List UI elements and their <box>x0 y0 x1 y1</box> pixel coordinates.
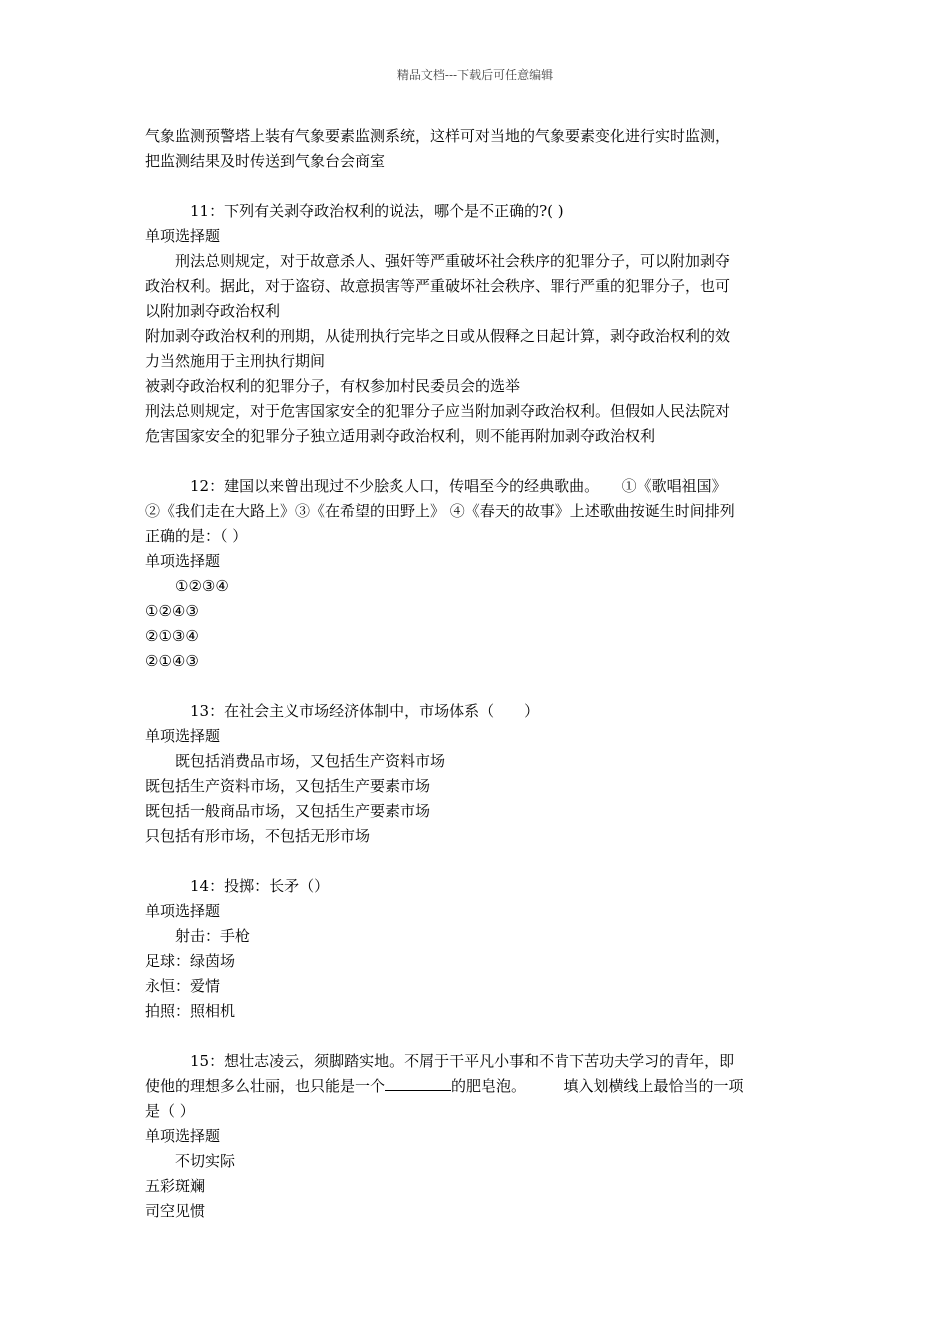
question-15-stem <box>145 1074 810 1099</box>
question-11-option-d: 刑法总则规定，对于危害国家安全的犯罪分子应当附加剥夺政治权利。但假如人民法院对 <box>145 402 731 420</box>
question-11-option-a: 刑法总则规定，对于故意杀人、强奸等严重破坏社会秩序的犯罪分子，可以附加剥夺 <box>175 252 731 270</box>
question-13-type: 单项选择题 <box>145 727 221 745</box>
question-15-stem-part: 使他的理想多么壮丽，也只能是一个 <box>145 1077 386 1095</box>
question-14-option-d: 拍照：照相机 <box>145 1002 236 1020</box>
question-12-option-b: ①②④③ <box>145 602 199 620</box>
question-11-option-d: 危害国家安全的犯罪分子独立适用剥夺政治权利，则不能再附加剥夺政治权利 <box>145 427 656 445</box>
question-15-option-a: 不切实际 <box>175 1152 236 1170</box>
question-12-stem: ②《我们走在大路上》③《在希望的田野上》 ④《春天的故事》上述歌曲按诞生时间排列 <box>145 502 735 520</box>
question-11-type: 单项选择题 <box>145 227 221 245</box>
question-11-option-b: 力当然施用于主刑执行期间 <box>145 352 326 370</box>
question-15-option-b: 五彩斑斓 <box>145 1177 206 1195</box>
question-12-option-c: ②①③④ <box>145 627 199 645</box>
fill-in-blank <box>385 1074 451 1091</box>
page-header: 精品文档---下载后可任意编辑 <box>396 68 554 82</box>
intro-line: 把监测结果及时传送到气象台会商室 <box>145 152 386 170</box>
question-11-option-a: 以附加剥夺政治权利 <box>145 302 281 320</box>
question-14-option-a: 射击：手枪 <box>175 927 251 945</box>
question-11-option-b: 附加剥夺政治权利的刑期，从徒刑执行完毕之日或从假释之日起计算，剥夺政治权利的效 <box>145 327 731 345</box>
question-12-option-d: ②①④③ <box>145 652 199 670</box>
question-15-option-c: 司空见惯 <box>145 1202 206 1220</box>
question-11-option-c: 被剥夺政治权利的犯罪分子，有权参加村民委员会的选举 <box>145 377 521 395</box>
question-15-stem: 是（ ） <box>145 1102 195 1120</box>
question-14-option-c: 永恒：爱情 <box>145 977 221 995</box>
question-15-stem-part: 的肥皂泡。 填入划横线上最恰当的一项 <box>451 1077 744 1095</box>
question-11-option-a: 政治权利。据此，对于盗窃、故意损害等严重破坏社会秩序、罪行严重的犯罪分子，也可 <box>145 277 731 295</box>
question-14-stem: 14：投掷：长矛（） <box>190 877 330 895</box>
document-body <box>145 124 810 1224</box>
question-11-stem: 11：下列有关剥夺政治权利的说法，哪个是不正确的?( ) <box>190 202 564 220</box>
question-15-type: 单项选择题 <box>145 1127 221 1145</box>
question-13-option-a: 既包括消费品市场，又包括生产资料市场 <box>175 752 446 770</box>
intro-line: 气象监测预警塔上装有气象要素监测系统，这样可对当地的气象要素变化进行实时监测， <box>145 127 731 145</box>
question-12-option-a: ①②③④ <box>175 577 229 595</box>
question-12-stem: 正确的是：（ ） <box>145 527 248 545</box>
question-13-option-b: 既包括生产资料市场，又包括生产要素市场 <box>145 777 431 795</box>
question-15-stem: 15：想壮志凌云，须脚踏实地。不屑于干平凡小事和不肯下苦功夫学习的青年，即 <box>190 1052 735 1070</box>
question-13-option-d: 只包括有形市场，不包括无形市场 <box>145 827 371 845</box>
question-12-type: 单项选择题 <box>145 552 221 570</box>
question-14-type: 单项选择题 <box>145 902 221 920</box>
question-13-stem: 13：在社会主义市场经济体制中，市场体系（ ） <box>190 702 540 720</box>
question-14-option-b: 足球：绿茵场 <box>145 952 236 970</box>
question-12-stem: 12：建国以来曾出现过不少脍炙人口，传唱至今的经典歌曲。 ①《歌唱祖国》 <box>190 477 727 495</box>
question-13-option-c: 既包括一般商品市场，又包括生产要素市场 <box>145 802 431 820</box>
